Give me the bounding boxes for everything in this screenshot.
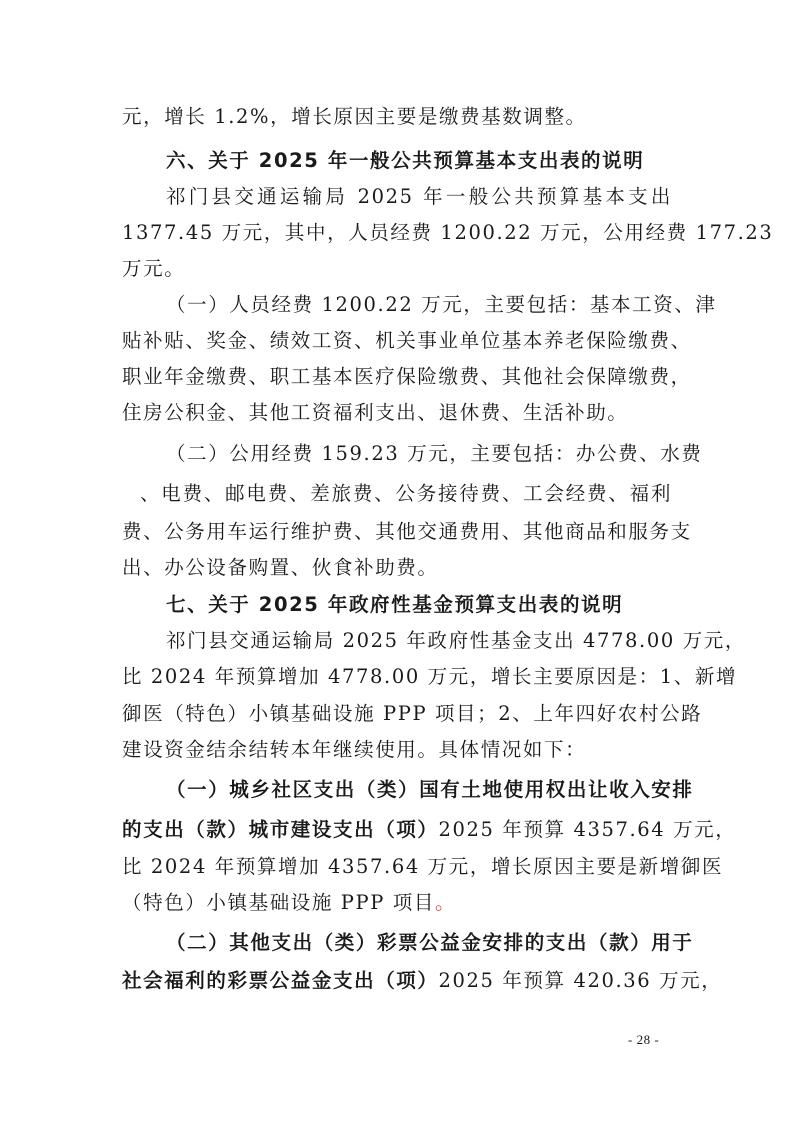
text-line: （二）公用经费 159.23 万元，主要包括：办公费、水费 <box>166 442 703 465</box>
text-line: 住房公积金、其他工资福利支出、退休费、生活补助。 <box>122 401 629 424</box>
subheading-text: 的支出（款）城市建设支出（项） <box>122 818 439 841</box>
text-line: 比 2024 年预算增加 4778.00 万元，增长主要原因是：1、新增 <box>122 665 738 688</box>
text-line: 元，增长 1.2%，增长原因主要是缴费基数调整。 <box>122 105 587 128</box>
text-line: 1377.45 万元，其中，人员经费 1200.22 万元，公用经费 177.23 <box>122 221 774 244</box>
text-line: 出、办公设备购置、伙食补助费。 <box>122 556 439 579</box>
text-line: 比 2024 年预算增加 4357.64 万元，增长原因主要是新增御医 <box>122 855 724 878</box>
text-line: 祁门县交通运输局 2025 年政府性基金支出 4778.00 万元， <box>166 629 746 652</box>
text-line: 御医（特色）小镇基础设施 PPP 项目；2、上年四好农村公路 <box>122 702 703 725</box>
text-line: （一）人员经费 1200.22 万元，主要包括：基本工资、津 <box>166 293 717 316</box>
text-line: 建设资金结余结转本年继续使用。具体情况如下： <box>122 738 587 761</box>
text-line: 贴补贴、奖金、绩效工资、机关事业单位基本养老保险缴费、 <box>122 329 692 352</box>
budget-text: 2025 年预算 420.36 万元， <box>438 969 723 992</box>
text-line: 费、公务用车运行维护费、其他交通费用、其他商品和服务支 <box>122 520 692 543</box>
text-line: 、电费、邮电费、差旅费、公务接待费、工会经费、福利 <box>140 482 672 505</box>
subheading-line: （二）其他支出（类）彩票公益金安排的支出（款）用于 <box>166 931 694 954</box>
text-line <box>122 815 736 845</box>
text-line <box>122 888 456 918</box>
section-heading-6: 六、关于 2025 年一般公共预算基本支出表的说明 <box>166 149 645 172</box>
text-line: 万元。 <box>122 257 186 280</box>
section-heading-7: 七、关于 2025 年政府性基金预算支出表的说明 <box>166 593 624 616</box>
text-line <box>122 966 722 996</box>
red-period: 。 <box>434 891 457 914</box>
subheading-text: 社会福利的彩票公益金支出（项） <box>122 969 439 992</box>
text-line: 职业年金缴费、职工基本医疗保险缴费、其他社会保障缴费， <box>122 365 692 388</box>
budget-text: 2025 年预算 4357.64 万元， <box>438 818 737 841</box>
text-span: （特色）小镇基础设施 PPP 项目 <box>122 891 435 914</box>
page-number: - 28 - <box>628 1032 660 1047</box>
subheading-line: （一）城乡社区支出（类）国有土地使用权出让收入安排 <box>166 778 694 801</box>
text-line: 祁门县交通运输局 2025 年一般公共预算基本支出 <box>166 185 672 208</box>
